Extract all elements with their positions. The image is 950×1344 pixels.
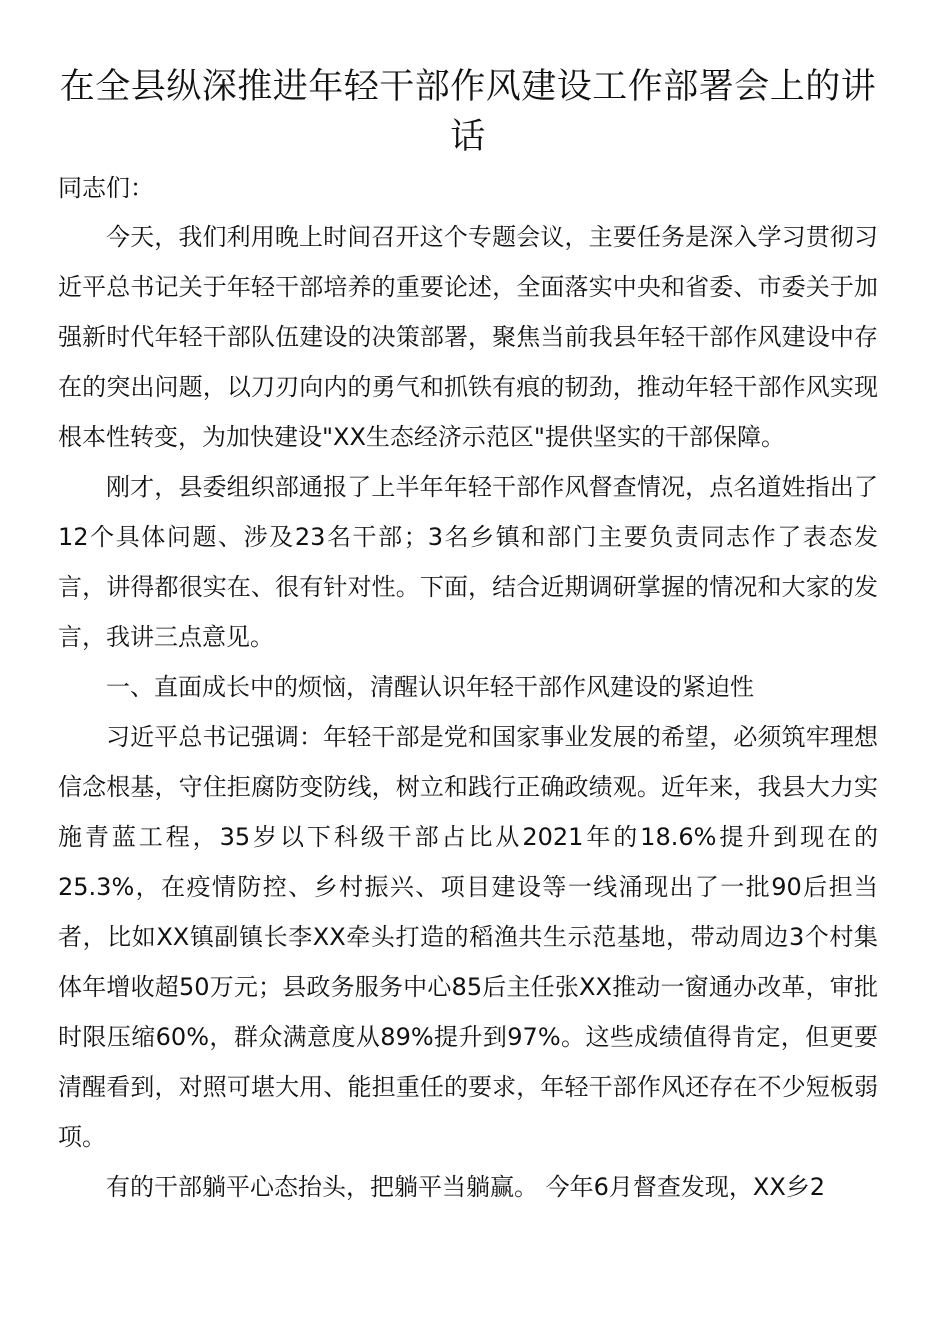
section-heading: 一、直面成长中的烦恼，清醒认识年轻干部作风建设的紧迫性 <box>106 673 754 701</box>
salutation: 同志们： <box>58 174 154 202</box>
paragraph-intro: 今天，我们利用晚上时间召开这个专题会议，主要任务是深入学习贯彻习近平总书记关于年轻干部培养的重要论述，全面落实中央和省委、市委关于加强新时代年轻干部队伍建设的决策部署，聚焦当前我县年轻干部作风建设中存在的突出问题，以刀刃向内的勇气和抓铁有痕的韧劲，推动年轻干部作风实现根本性转变，为加快建设"XX生态经济示范区"提供坚实的干部保障。 <box>58 223 878 451</box>
paragraph-achievements: 习近平总书记强调：年轻干部是党和国家事业发展的希望，必须筑牢理想信念根基，守住拒腐防变防线，树立和践行正确政绩观。近年来，我县大力实施青蓝工程，35岁以下科级干部占比从2021年的18.6%提升到现在的25.3%，在疫情防控、乡村振兴、项目建设等一线涌现出了一批90后担当者，比如XX镇副镇长李XX牵头打造的稻渔共生示范基地，带动周边3个村集体年增收超50万元；县政务服务中心85后主任张XX推动一窗通办改革，审批时限压缩60%，群众满意度从89%提升到97%。这些成绩值得肯定，但更要清醒看到，对照可堪大用、能担重任的要求，年轻干部作风还存在不少短板弱项。 <box>58 723 878 1151</box>
paragraph-problems: 有的干部躺平心态抬头，把躺平当躺赢。 今年6月督查发现，XX乡2 <box>106 1173 826 1201</box>
paragraph-briefing: 刚才，县委组织部通报了上半年年轻干部作风督查情况，点名道姓指出了12个具体问题、涉及23名干部；3名乡镇和部门主要负责同志作了表态发言，讲得都很实在、很有针对性。下面，结合近期调研掌握的情况和大家的发言，我讲三点意见。 <box>58 473 878 651</box>
document-title: 在全县纵深推进年轻干部作风建设工作部署会上的讲话 <box>59 67 877 157</box>
